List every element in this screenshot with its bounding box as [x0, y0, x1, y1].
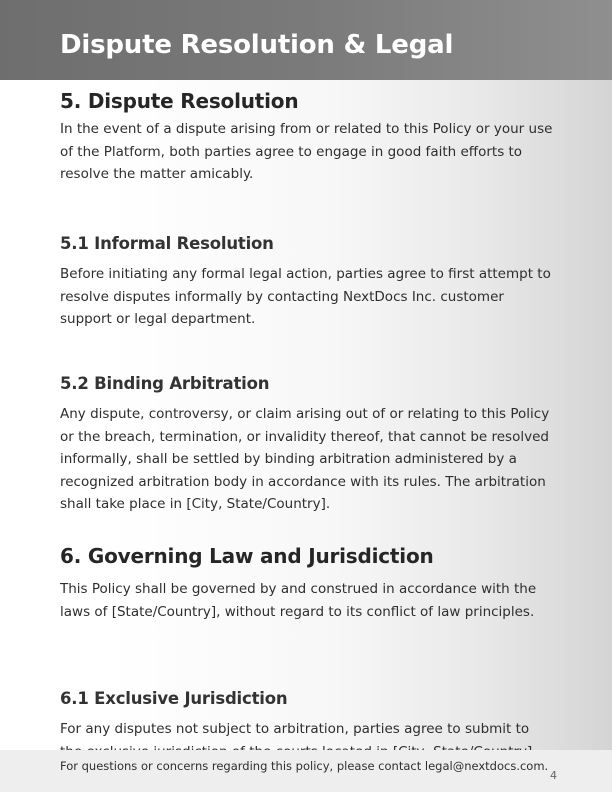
subsection-body-exclusive-jurisdiction: For any disputes not subject to arbitration, parties agree to submit to	[60, 721, 530, 737]
section-heading-dispute-resolution: 5. Dispute Resolution	[60, 89, 299, 113]
subsection-body-informal-resolution: Before initiating any formal legal action, parties agree to first attempt to resolve disputes informally by contacting NextDocs Inc. customer support or legal department.	[60, 266, 551, 327]
section-heading-governing-law: 6. Governing Law and Jurisdiction	[60, 544, 434, 568]
page-number: 4	[550, 769, 557, 782]
footer-contact-text: For questions or concerns regarding this policy, please contact legal@nextdocs.com.	[60, 759, 549, 773]
page-header	[0, 0, 612, 80]
subsection-body-binding-arbitration: Any dispute, controversy, or claim arising out of or relating to this Policy or the breach, termination, or invalidity thereof, that cannot be resolved informally, shall be settled by binding arbitration administered by a recognized arbitration body in accordance with its rules. The arbitration shall take place in [City, State/Country].	[60, 406, 550, 512]
subsection-heading-informal-resolution: 5.1 Informal Resolution	[60, 234, 274, 253]
section-body-governing-law: This Policy shall be governed by and construed in accordance with the laws of [State/Country], without regard to its conflict of law principles.	[60, 581, 537, 620]
page-title: Dispute Resolution & Legal	[60, 30, 454, 60]
section-body-dispute-resolution: In the event of a dispute arising from or related to this Policy or your use of the Platform, both parties agree to engage in good faith efforts to resolve the matter amicably.	[60, 121, 553, 182]
page-footer	[0, 750, 612, 792]
subsection-heading-binding-arbitration: 5.2 Binding Arbitration	[60, 374, 270, 393]
subsection-heading-exclusive-jurisdiction: 6.1 Exclusive Jurisdiction	[60, 689, 288, 708]
